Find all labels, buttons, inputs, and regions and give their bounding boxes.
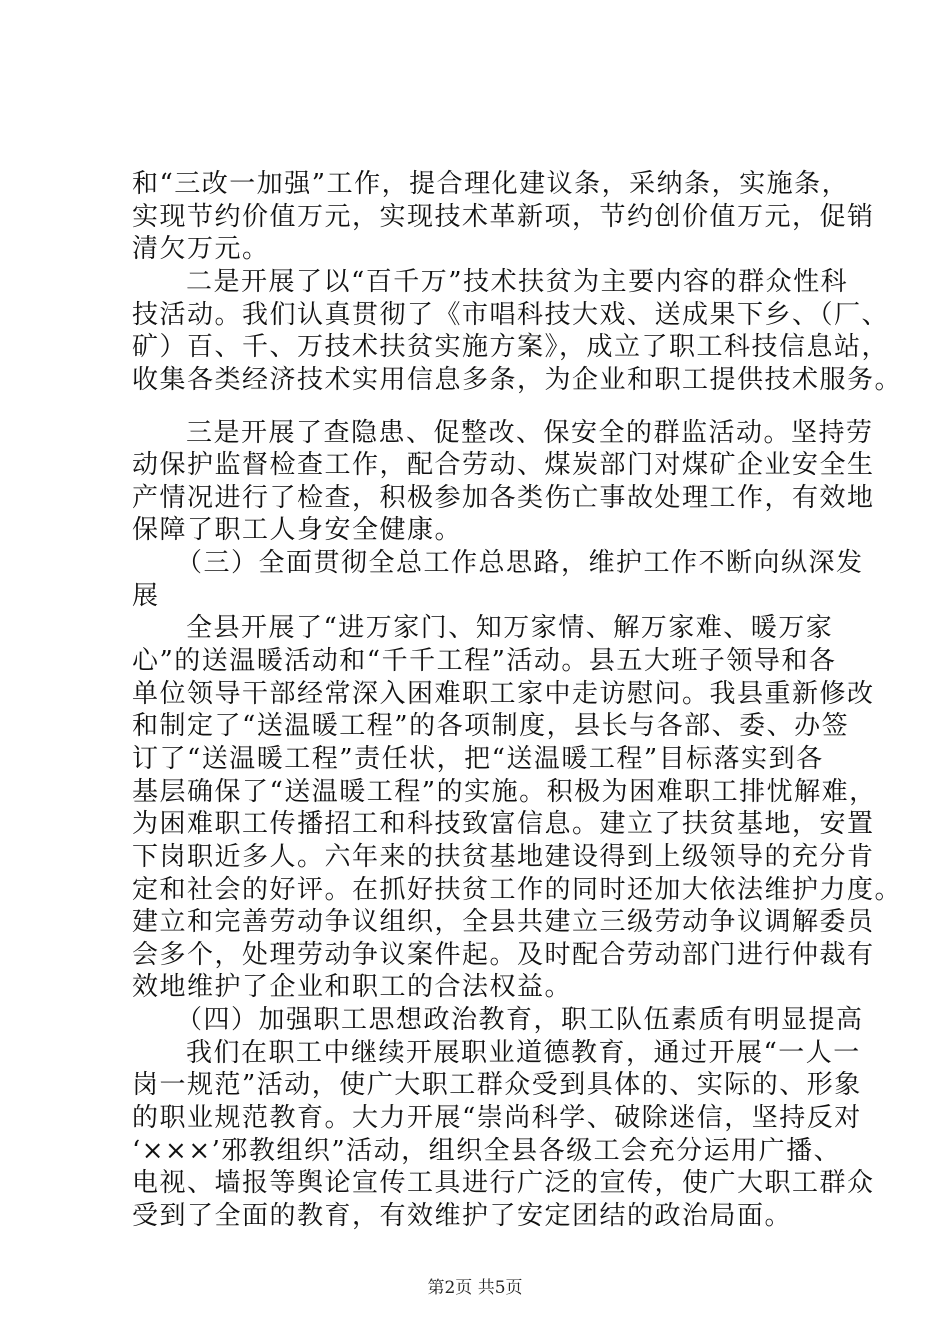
text-line: 动保护监督检查工作，配合劳动、煤炭部门对煤矿企业安全生 (132, 450, 875, 480)
section-heading: （三）全面贯彻全总工作总思路，维护工作不断向纵深发 (176, 548, 864, 578)
text-line: 会多个，处理劳动争议案件起。及时配合劳动部门进行仲裁有 (132, 940, 875, 970)
text-line: 和“三改一加强”工作，提合理化建议条，采纳条，实施条， (132, 169, 850, 199)
text-line: 订了“送温暖工程”责任状，把“送温暖工程”目标落实到各 (132, 744, 824, 774)
text-line: 建立和完善劳动争议组织，全县共建立三级劳动争议调解委员 (132, 907, 875, 937)
text-line: 单位领导干部经常深入困难职工家中走访慰问。我县重新修改 (132, 679, 875, 709)
text-line: 的职业规范教育。大力开展“崇尚科学、破除迷信，坚持反对 (132, 1103, 862, 1133)
section-heading: （四）加强职工思想政治教育，职工队伍素质有明显提高 (176, 1005, 864, 1035)
text-line: 收集各类经济技术实用信息多条，为企业和职工提供技术服务。 (132, 365, 903, 395)
text-line: 定和社会的好评。在抓好扶贫工作的同时还加大依法维护力度。 (132, 875, 903, 905)
text-line: 基层确保了“送温暖工程”的实施。积极为困难职工排忧解难， (132, 777, 877, 807)
text-line: 清欠万元。 (132, 234, 270, 264)
text-line: 效地维护了企业和职工的合法权益。 (132, 972, 573, 1002)
text-line: 三是开展了查隐患、促整改、保安全的群监活动。坚持劳 (186, 418, 874, 448)
text-line: 二是开展了以“百千万”技术扶贫为主要内容的群众性科 (186, 267, 849, 297)
text-line: 和制定了“送温暖工程”的各项制度，县长与各部、委、办签 (132, 711, 850, 741)
text-line: 产情况进行了检查，积极参加各类伤亡事故处理工作，有效地 (132, 483, 875, 513)
text-line: 电视、墙报等舆论宣传工具进行广泛的宣传，使广大职工群众 (132, 1168, 875, 1198)
text-line: 实现节约价值万元，实现技术革新项，节约创价值万元，促销 (132, 202, 875, 232)
text-line: 受到了全面的教育，有效维护了安定团结的政治局面。 (132, 1201, 793, 1231)
page-footer: 第2页 共5页 (427, 1278, 523, 1298)
section-heading: 展 (132, 581, 160, 611)
text-line: 保障了职工人身安全健康。 (132, 515, 463, 545)
text-line: 矿）百、千、万技术扶贫实施方案》，成立了职工科技信息站， (132, 332, 890, 362)
text-line: 我们在职工中继续开展职业道德教育，通过开展“一人一 (186, 1038, 861, 1068)
text-line: 心”的送温暖活动和“千千工程”活动。县五大班子领导和各 (132, 646, 837, 676)
text-line: ‘×××’邪教组织”活动，组织全县各级工会充分运用广播、 (132, 1136, 842, 1166)
text-line: 为困难职工传播招工和科技致富信息。建立了扶贫基地，安置 (132, 809, 875, 839)
text-line: 技活动。我们认真贯彻了《市唱科技大戏、送成果下乡、（厂、 (132, 300, 890, 330)
text-line: 全县开展了“进万家门、知万家情、解万家难、暖万家 (186, 613, 834, 643)
text-line: 岗一规范”活动，使广大职工群众受到具体的、实际的、形象 (132, 1070, 862, 1100)
text-line: 下岗职近多人。六年来的扶贫基地建设得到上级领导的充分肯 (132, 842, 875, 872)
